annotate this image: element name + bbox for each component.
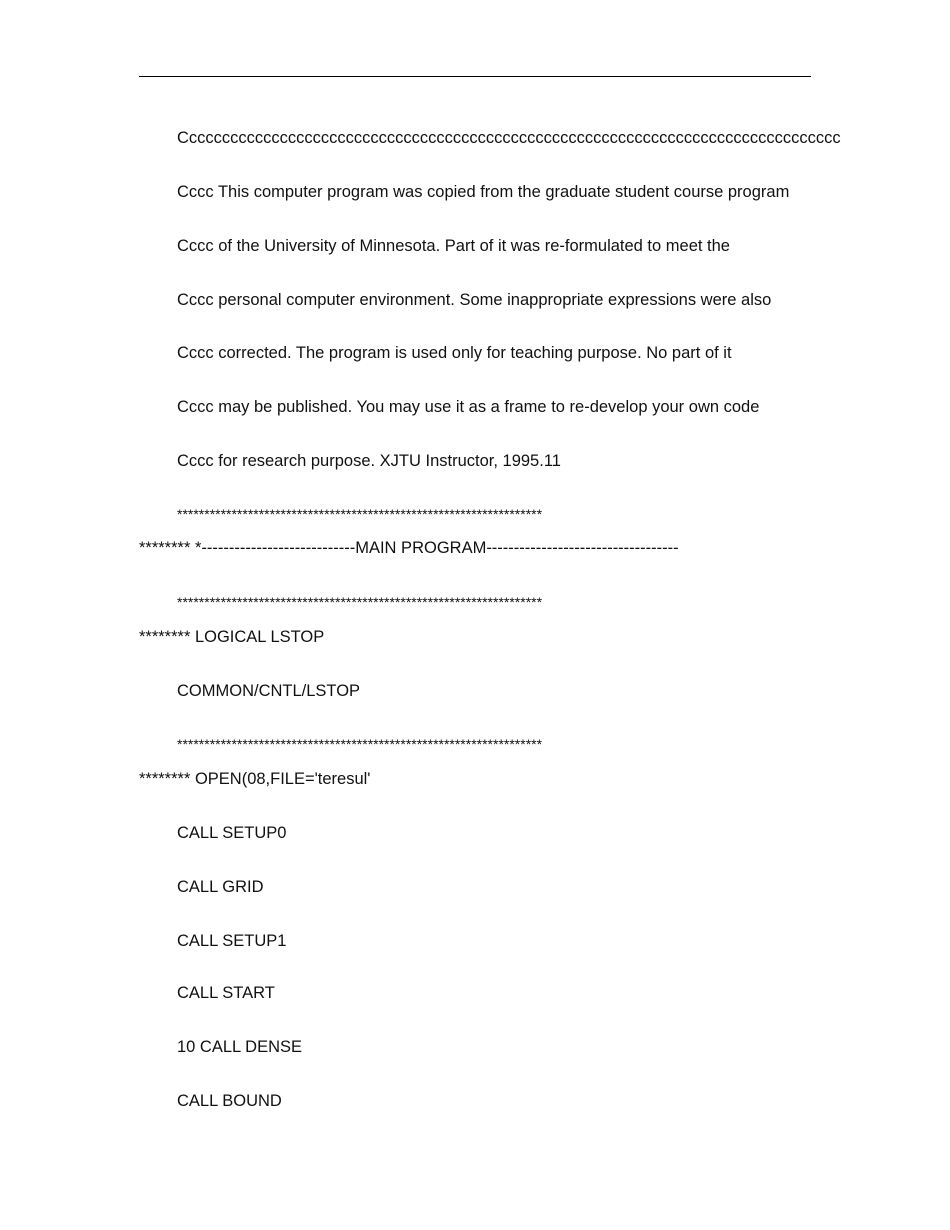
code-line: ******** LOGICAL LSTOP: [139, 628, 325, 646]
code-line: COMMON/CNTL/LSTOP: [177, 682, 361, 700]
comment-line: Cccc corrected. The program is used only for teaching purpose. No part of it: [177, 344, 732, 362]
code-line: CALL BOUND: [177, 1092, 282, 1110]
code-line: CALL SETUP0: [177, 824, 287, 842]
comment-line: Cccc This computer program was copied from the graduate student course program: [177, 183, 790, 201]
header-rule: [139, 76, 811, 77]
asterisk-separator: *******************************************************************: [177, 594, 543, 610]
code-line: CALL GRID: [177, 878, 264, 896]
comment-line: Cccc personal computer environment. Some inappropriate expressions were also: [177, 291, 772, 309]
code-line: CALL SETUP1: [177, 932, 287, 950]
code-line: ******** OPEN(08,FILE='teresul': [139, 770, 371, 788]
main-program-heading: ******** *----------------------------MAIN PROGRAM-----------------------------------: [139, 539, 679, 557]
code-line: 10 CALL DENSE: [177, 1038, 303, 1056]
comment-banner-line: Cccccccccccccccccccccccccccccccccccccccccccccccccccccccccccccccccccccccccccccccc: [177, 129, 841, 147]
comment-line: Cccc of the University of Minnesota. Part of it was re-formulated to meet the: [177, 237, 730, 255]
asterisk-separator: *******************************************************************: [177, 736, 543, 752]
comment-line: Cccc for research purpose. XJTU Instructor, 1995.11: [177, 452, 561, 470]
asterisk-separator: *******************************************************************: [177, 506, 543, 522]
code-line: CALL START: [177, 984, 275, 1002]
comment-line: Cccc may be published. You may use it as a frame to re-develop your own code: [177, 398, 760, 416]
